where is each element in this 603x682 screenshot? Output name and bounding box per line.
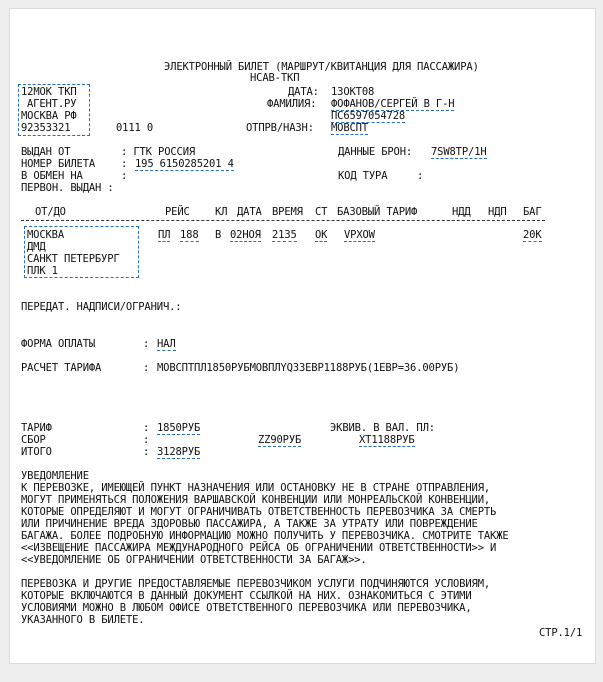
tax-label: СБОР <box>21 434 46 446</box>
col-status: СТ <box>315 206 328 218</box>
flight-time: 2135 <box>272 229 297 241</box>
endorsements-label: ПЕРЕДАТ. НАДПИСИ/ОГРАНИЧ.: <box>21 301 182 313</box>
issued-by-value: : ГТК РОССИЯ <box>121 146 196 158</box>
col-nva: НДП <box>488 206 507 218</box>
document-title: ЭЛЕКТРОННЫЙ БИЛЕТ (МАРШРУТ/КВИТАНЦИЯ ДЛЯ ПАССАЖИРА) <box>164 61 479 73</box>
agency-line-1: 12МОК ТКП <box>21 86 77 98</box>
flight-number: 188 <box>180 229 199 241</box>
ticket-number-value: 195 6150285201 4 <box>135 158 234 170</box>
agency-line-2: АГЕНТ.РУ <box>27 98 77 110</box>
payment-colon: : <box>143 338 150 350</box>
col-time: ВРЕМЯ <box>272 206 303 218</box>
exchange-label: В ОБМЕН НА <box>21 170 83 182</box>
agency-line-4: 92353321 <box>21 122 71 134</box>
issued-by-label: ВЫДАН ОТ <box>21 146 71 158</box>
total-value: 3128РУБ <box>157 446 201 458</box>
payment-label: ФОРМА ОПЛАТЫ <box>21 338 96 350</box>
to-airport: ПЛК 1 <box>27 265 58 277</box>
fare-value: 1850РУБ <box>157 422 201 434</box>
tax-2-value: XT1188РУБ <box>359 434 415 446</box>
conditions-line: УСЛОВИЯМИ МОЖНО В ЛЮБОМ ОФИСЕ ОТВЕТСТВЕННОГО ПЕРЕВОЗЧИКА ИЛИ ПЕРЕВОЗЧИКА, <box>21 602 472 614</box>
tax-1-value: ZZ90РУБ <box>258 434 302 446</box>
route-label: ОТПРВ/НАЗН: <box>246 122 314 134</box>
notice-line: <<УВЕДОМЛЕНИЕ ОБ ОГРАНИЧЕНИИ ОТВЕТСТВЕННОСТИ ЗА БАГАЖ>>. <box>21 554 367 566</box>
total-label: ИТОГО <box>21 446 52 458</box>
to-city: САНКТ ПЕТЕРБУРГ <box>27 253 120 265</box>
agency-line-3: МОСКВА РФ <box>21 110 77 122</box>
tour-code-label: КОД ТУРА <box>338 170 388 182</box>
col-flight: РЕЙС <box>165 206 190 218</box>
ticket-sheet <box>9 8 596 664</box>
booking-value: 7SW8TP/1H <box>431 146 487 158</box>
tour-code-colon: : <box>417 170 424 182</box>
ticket-number-label: НОМЕР БИЛЕТА <box>21 158 96 170</box>
agency-code: 0111 0 <box>116 122 154 134</box>
fare-calc-value: МОВСПТПЛ1850РУБМОВПЛYQ33ЕВР1188РУБ(1ЕВР=36.00РУБ) <box>157 362 460 374</box>
flight-date: 02НОЯ <box>230 229 261 241</box>
ticket-number-colon: : <box>121 158 128 170</box>
col-nvb: НДД <box>452 206 471 218</box>
col-baggage: БАГ <box>523 206 542 218</box>
fare-label: ТАРИФ <box>21 422 52 434</box>
notice-line: ИЛИ ПРИЧИНЕНИЕ ВРЕДА ЗДОРОВЬЮ ПАССАЖИРА, А ТАКЖЕ ЗА УТРАТУ ИЛИ ПОВРЕЖДЕНИЕ <box>21 518 478 530</box>
name-label: ФАМИЛИЯ: <box>267 98 317 110</box>
page-number: СТР.1/1 <box>539 627 583 639</box>
flight-status: ОК <box>315 229 328 241</box>
notice-line: МОГУТ ПРИМЕНЯТЬСЯ ПОЛОЖЕНИЯ ВАРШАВСКОЙ КОНВЕНЦИИ ИЛИ МОНРЕАЛЬСКОЙ КОНВЕНЦИИ, <box>21 494 491 506</box>
col-class: КЛ <box>215 206 228 218</box>
tax-colon: : <box>143 434 150 446</box>
passport-value: ПС6597054728 <box>331 110 406 122</box>
flight-class: В <box>215 229 222 241</box>
fare-calc-colon: : <box>143 362 150 374</box>
notice-title: УВЕДОМЛЕНИЕ <box>21 470 89 482</box>
notice-line: КОТОРЫЕ ОПРЕДЕЛЯЮТ И МОГУТ ОГРАНИЧИВАТЬ ОТВЕТСТВЕННОСТЬ ПЕРЕВОЗЧИКА ЗА СМЕРТЬ <box>21 506 497 518</box>
date-label: ДАТА: <box>288 86 319 98</box>
from-airport: ДМД <box>27 241 46 253</box>
conditions-line: УКАЗАННОГО В БИЛЕТЕ. <box>21 614 145 626</box>
flight-carrier: ПЛ <box>158 229 171 241</box>
flight-fare-basis: VPXOW <box>344 229 375 241</box>
conditions-line: КОТОРЫЕ ВКЛЮЧАЮТСЯ В ДАННЫЙ ДОКУМЕНТ ССЫЛКОЙ НА НИХ. ОЗНАКОМИТЬСЯ С ЭТИМИ <box>21 590 472 602</box>
name-value: ФОФАНОВ/СЕРГЕЙ В Г-Н <box>331 98 455 110</box>
exchange-colon: : <box>121 170 128 182</box>
notice-line: БАГАЖА. БОЛЕЕ ПОДРОБНУЮ ИНФОРМАЦИЮ МОЖНО ПОЛУЧИТЬ У ПЕРЕВОЗЧИКА. СМОТРИТЕ ТАКЖЕ <box>21 530 509 542</box>
table-divider <box>21 220 545 221</box>
payment-value: НАЛ <box>157 338 176 350</box>
col-date: ДАТА <box>237 206 262 218</box>
equiv-label: ЭКВИВ. В ВАЛ. ПЛ: <box>330 422 435 434</box>
route-value: МОВСПТ <box>331 122 369 134</box>
notice-line: <<ИЗВЕЩЕНИЕ ПАССАЖИРА МЕЖДУНАРОДНОГО РЕЙСА ОБ ОГРАНИЧЕНИИ ОТВЕТСТВЕННОСТИ>> И <box>21 542 497 554</box>
col-from-to: ОТ/ДО <box>35 206 66 218</box>
original-issue-label: ПЕРВОН. ВЫДАН : <box>21 182 114 194</box>
date-value: 13ОКТ08 <box>331 86 375 98</box>
from-city: МОСКВА <box>27 229 65 241</box>
conditions-line: ПЕРЕВОЗКА И ДРУГИЕ ПРЕДОСТАВЛЯЕМЫЕ ПЕРЕВОЗЧИКОМ УСЛУГИ ПОДЧИНЯЮТСЯ УСЛОВИЯМ, <box>21 578 491 590</box>
total-colon: : <box>143 446 150 458</box>
col-fare-basis: БАЗОВЫЙ ТАРИФ <box>337 206 418 218</box>
fare-colon: : <box>143 422 150 434</box>
fare-calc-label: РАСЧЕТ ТАРИФА <box>21 362 102 374</box>
document-subtitle: НСАВ-ТКП <box>250 72 300 84</box>
booking-label: ДАННЫЕ БРОН: <box>338 146 413 158</box>
flight-baggage: 20К <box>523 229 542 241</box>
notice-line: К ПЕРЕВОЗКЕ, ИМЕЮЩЕЙ ПУНКТ НАЗНАЧЕНИЯ ИЛИ ОСТАНОВКУ НЕ В СТРАНЕ ОТПРАВЛЕНИЯ, <box>21 482 491 494</box>
